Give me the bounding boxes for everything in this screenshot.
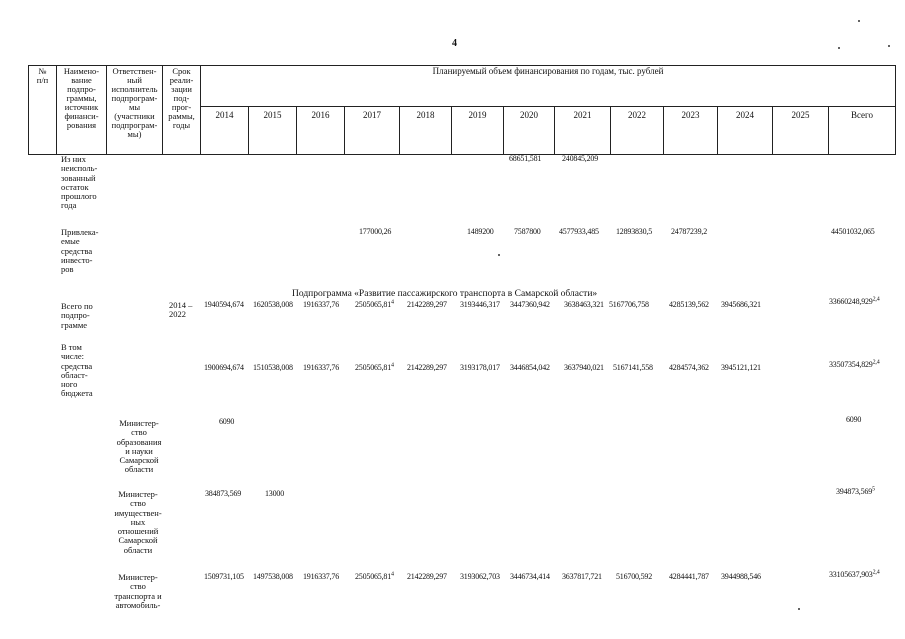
cell-r5-total: 6090 [846,415,862,424]
cell-r3-2023: 4285139,562 [669,300,709,309]
cell-r4-2017: 2505065,81$^4$ [355,362,394,372]
cell-r2-2022: 12893830,5 [616,227,653,236]
cell-r3-2019: 3193446,317 [460,300,500,309]
row-exec-ministry-education: Министер- ство образования и науки Самарской области [116,418,162,475]
cell-r4-2023: 4284574,362 [669,363,709,372]
cell-r7-2016: 1916337,76 [303,572,340,581]
cell-r3-2018: 2142289,297 [407,300,447,309]
year-2020: 2020 [504,106,555,154]
cell-r6-2014: 384873,569 [205,489,242,498]
cell-r4-2020: 3446854,042 [510,363,550,372]
cell-r3-2020: 3447360,942 [510,300,550,309]
scan-speck [888,45,890,47]
page-number: 4 [452,38,457,49]
col-header-plan: Планируемый объем финансирования по годам, тыс. рублей [201,66,896,107]
cell-r3-total: 33660248,929$^{2,4}$ [829,296,880,306]
year-2024: 2024 [718,106,773,154]
scan-speck [838,47,840,49]
cell-r7-2020: 3446734,414 [510,572,550,581]
scan-speck [858,20,860,22]
row-label-regional-budget: В том числе: средства област- ного бюджета [61,342,93,399]
header-table [28,65,896,155]
cell-r4-2016: 1916337,76 [303,363,340,372]
cell-r6-total: 394873,569$^5$ [836,486,875,496]
year-2025: 2025 [773,106,829,154]
year-total: Всего [829,106,896,154]
cell-r3-2022: 5167706,758 [609,300,649,309]
col-header-name: Наимено- вание подпро- граммы, источник финанси- рования [57,66,107,155]
cell-r3-2017: 2505065,81$^4$ [355,299,394,309]
cell-r3-2021: 3638463,321 [564,300,604,309]
year-2014: 2014 [201,106,249,154]
year-2016: 2016 [297,106,345,154]
cell-r4-2014: 1900694,674 [204,363,244,372]
scan-speck [498,254,500,256]
cell-r2-2020: 7587800 [514,227,541,236]
col-header-number: № п/п [29,66,57,155]
cell-r4-2021: 3637940,021 [564,363,604,372]
cell-r2-2023: 24787239,2 [671,227,708,236]
cell-r7-total: 33105637,903$^{2,4}$ [829,569,880,579]
year-2015: 2015 [249,106,297,154]
row-exec-ministry-transport: Министер- ство транспорта и автомобиль- [114,572,162,610]
subprogram-title: Подпрограмма «Развитие пассажирского транспорта в Самарской области» [292,289,598,299]
cell-r4-total: 33507354,829$^{2,4}$ [829,359,880,369]
cell-r7-2014: 1509731,105 [204,572,244,581]
col-header-term: Срок реали- зации под- прог- раммы, годы [163,66,201,155]
cell-r2-total: 44501032,065 [831,227,875,236]
cell-r1-2020: 68651,581 [509,154,542,163]
cell-r2-2017: 177000,26 [359,227,392,236]
cell-r7-2024: 3944988,546 [721,572,761,581]
cell-r7-2015: 1497538,008 [253,572,293,581]
cell-r6-2015: 13000 [265,489,285,498]
cell-r2-2019: 1489200 [467,227,494,236]
cell-r3-2015: 1620538,008 [253,300,293,309]
year-2017: 2017 [345,106,400,154]
col-header-executor: Ответствен- ный исполнитель подпрограм- мы (участники подпрограм- мы) [107,66,163,155]
cell-r3-2016: 1916337,76 [303,300,340,309]
cell-r7-2023: 4284441,787 [669,572,709,581]
cell-r4-2019: 3193178,017 [460,363,500,372]
cell-r1-2021: 240845,209 [562,154,599,163]
cell-r7-2019: 3193062,703 [460,572,500,581]
cell-r4-2024: 3945121,121 [721,363,761,372]
cell-r2-2021: 4577933,485 [559,227,599,236]
row-label-investor-funds: Привлека- емые средства инвесто- ров [61,227,99,275]
cell-r3-2014: 1940594,674 [204,300,244,309]
cell-r5-2014: 6090 [219,417,235,426]
cell-r4-2015: 1510538,008 [253,363,293,372]
scan-speck [798,608,800,610]
year-2023: 2023 [664,106,718,154]
year-2019: 2019 [452,106,504,154]
cell-r7-2022: 516700,592 [616,572,653,581]
year-2022: 2022 [611,106,664,154]
year-2021: 2021 [555,106,611,154]
row-exec-ministry-property: Министер- ство имуществен- ных отношений Самарской области [114,489,162,555]
cell-r7-2018: 2142289,297 [407,572,447,581]
year-2018: 2018 [400,106,452,154]
cell-r3-2024: 3945686,321 [721,300,761,309]
row-label-subprogram-total: Всего по подпро- грамме [61,301,93,330]
cell-r7-2021: 3637817,721 [562,572,602,581]
cell-r3-term: 2014 – 2022 [169,300,193,320]
row-label-unused-balance: Из них неисполь- зованный остаток прошлого года [61,154,98,211]
cell-r4-2022: 5167141,558 [613,363,653,372]
cell-r4-2018: 2142289,297 [407,363,447,372]
cell-r7-2017: 2505065,81$^4$ [355,571,394,581]
